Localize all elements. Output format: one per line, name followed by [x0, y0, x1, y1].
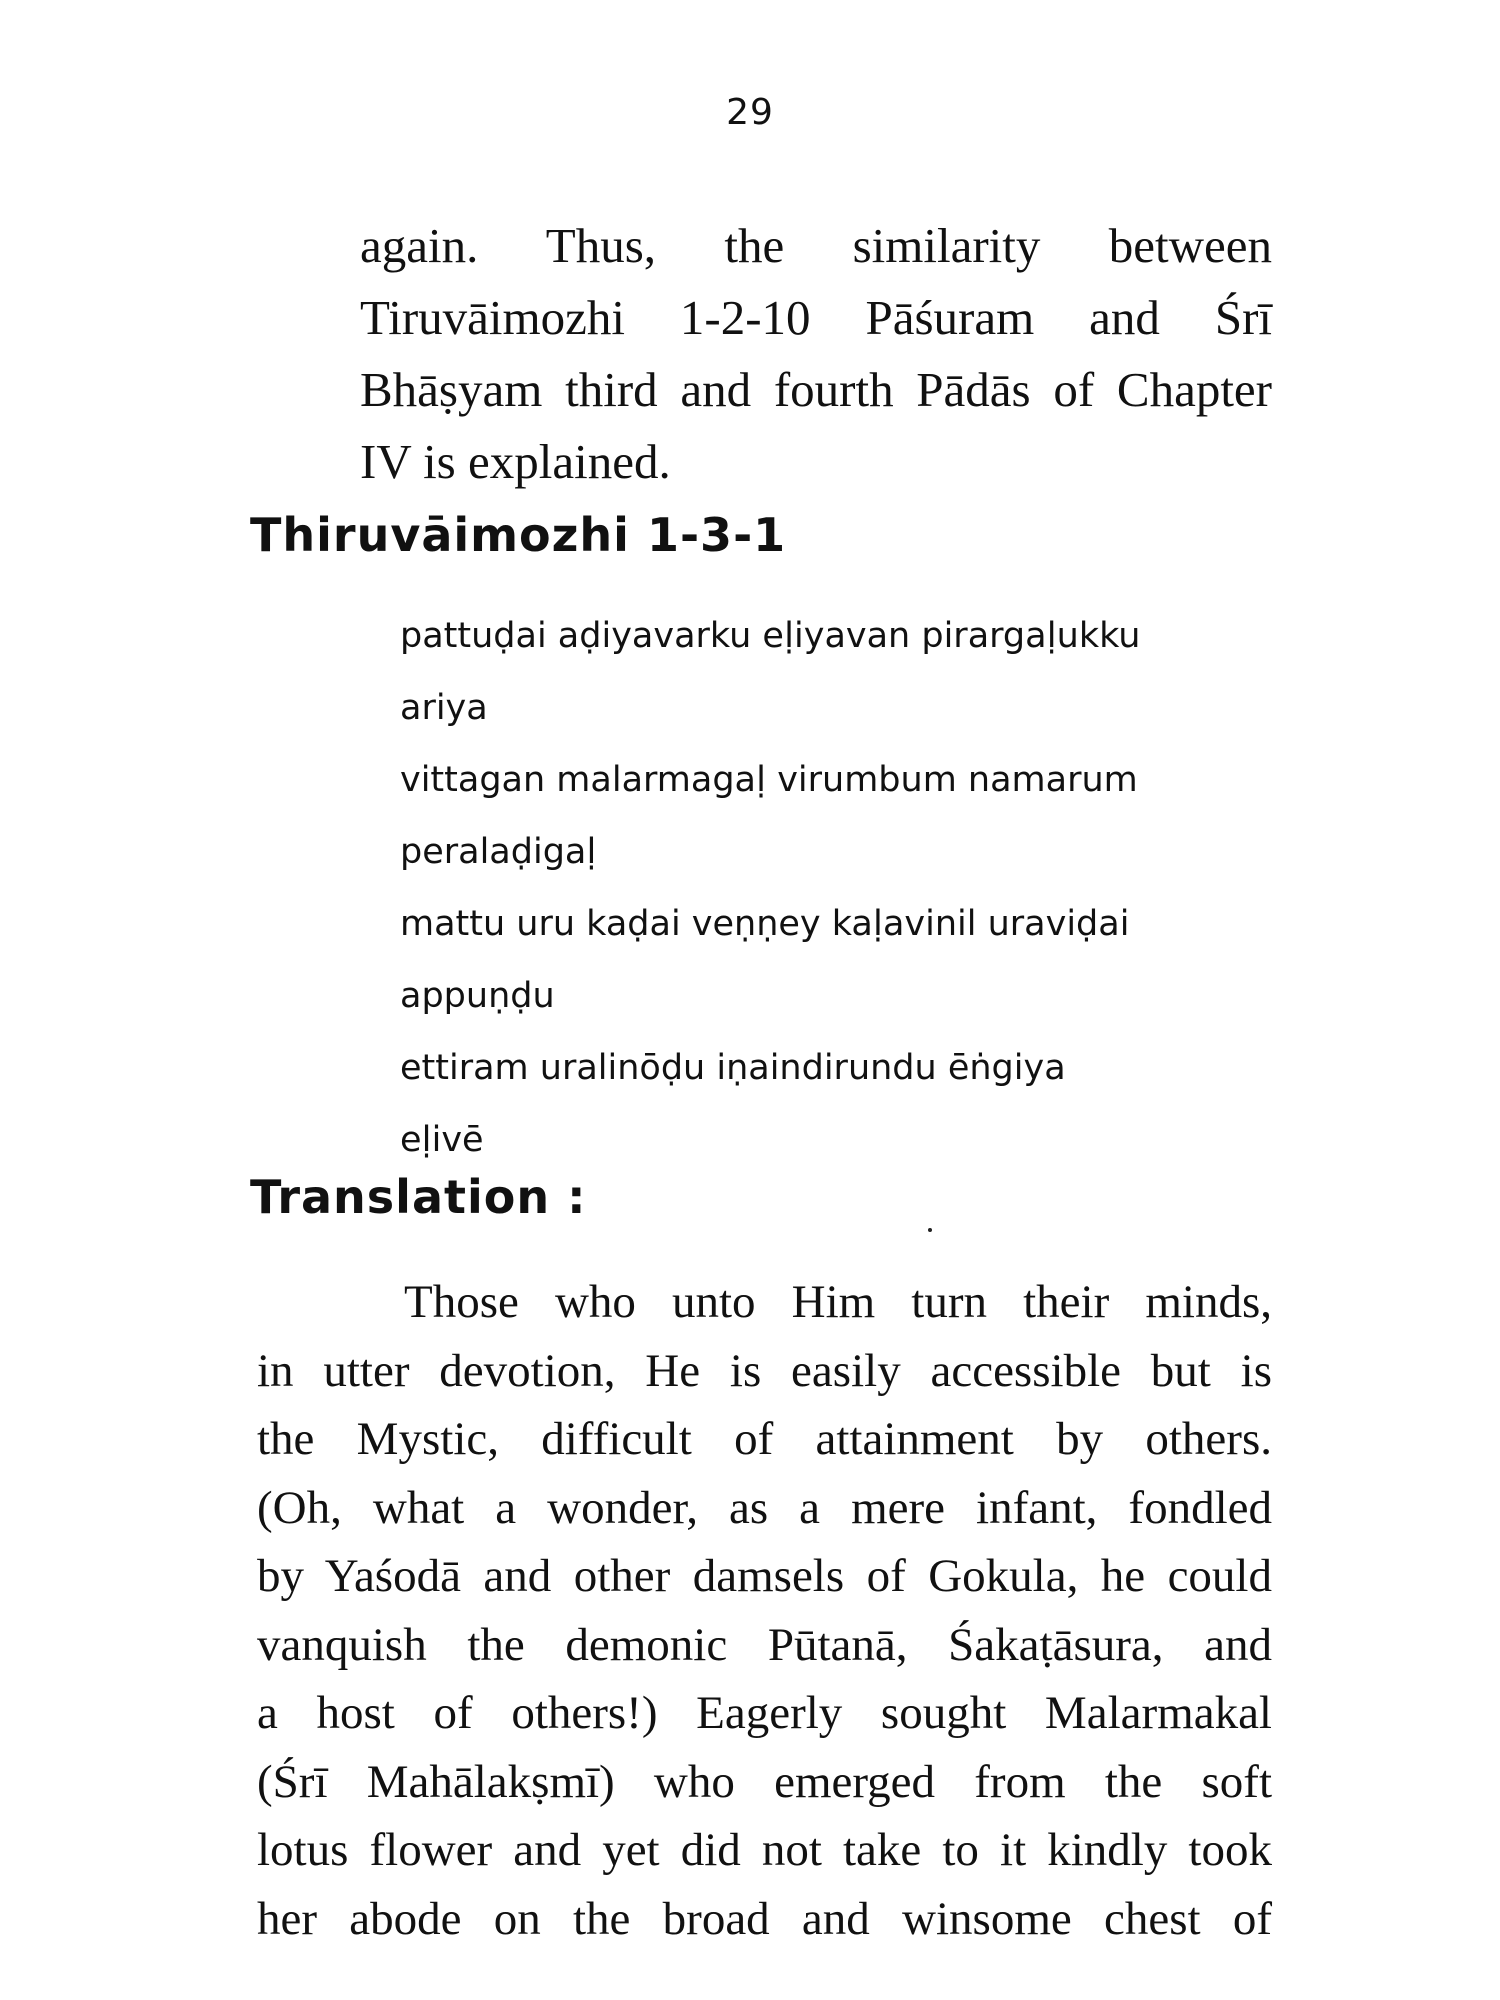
- intro-line: again. Thus, the similarity between: [360, 218, 1272, 273]
- translation-line: (Oh, what a wonder, as a mere infant, fondled: [257, 1481, 1272, 1534]
- intro-line: IV is explained.: [360, 434, 671, 489]
- translation-line: the Mystic, difficult of attainment by others.: [257, 1413, 1272, 1465]
- translation-line: vanquish the demonic Pūtanā, Śakaṭāsura, and: [257, 1618, 1272, 1671]
- verse-line: pattuḍai aḍiyavarku eḷiyavan pirargaḷukku: [400, 616, 1141, 656]
- verse-line: mattu uru kaḍai veṇṇey kaḷavinil uraviḍai: [400, 904, 1130, 944]
- translation-line: lotus flower and yet did not take to it kindly took: [257, 1824, 1272, 1876]
- translation-line: by Yaśodā and other damsels of Gokula, he could: [257, 1550, 1272, 1602]
- verse-line: ettiram uralinōḍu iṇaindirundu ēṅgiya: [400, 1048, 1066, 1088]
- verse-line: appuṇḍu: [400, 976, 555, 1016]
- page-number: 29: [726, 92, 774, 133]
- verse-line: ariya: [400, 688, 488, 728]
- translation-line: in utter devotion, He is easily accessible but is: [257, 1344, 1272, 1397]
- print-speck: [928, 1228, 932, 1232]
- translation-line: a host of others!) Eagerly sought Malarmakal: [257, 1687, 1272, 1739]
- intro-line: Tiruvāimozhi 1-2-10 Pāśuram and Śrī: [360, 290, 1272, 345]
- intro-paragraph: [360, 210, 1272, 498]
- verse-heading: Thiruvāimozhi 1-3-1: [250, 508, 787, 562]
- verse-line: vittagan malarmagaḷ virumbum namarum: [400, 760, 1138, 800]
- intro-line: Bhāṣyam third and fourth Pādās of Chapter: [360, 362, 1272, 417]
- verse-line: peralaḍigaḷ: [400, 832, 597, 872]
- verse-line: eḷivē: [400, 1120, 484, 1160]
- translation-line: (Śrī Mahālakṣmī) who emerged from the soft: [257, 1755, 1272, 1808]
- translation-heading: Translation :: [250, 1170, 587, 1224]
- translation-line: Those who unto Him turn their minds,: [404, 1276, 1272, 1328]
- translation-paragraph: [257, 1268, 1272, 1953]
- verse-block: [400, 600, 1270, 1176]
- translation-line: her abode on the broad and winsome chest of: [257, 1892, 1272, 1945]
